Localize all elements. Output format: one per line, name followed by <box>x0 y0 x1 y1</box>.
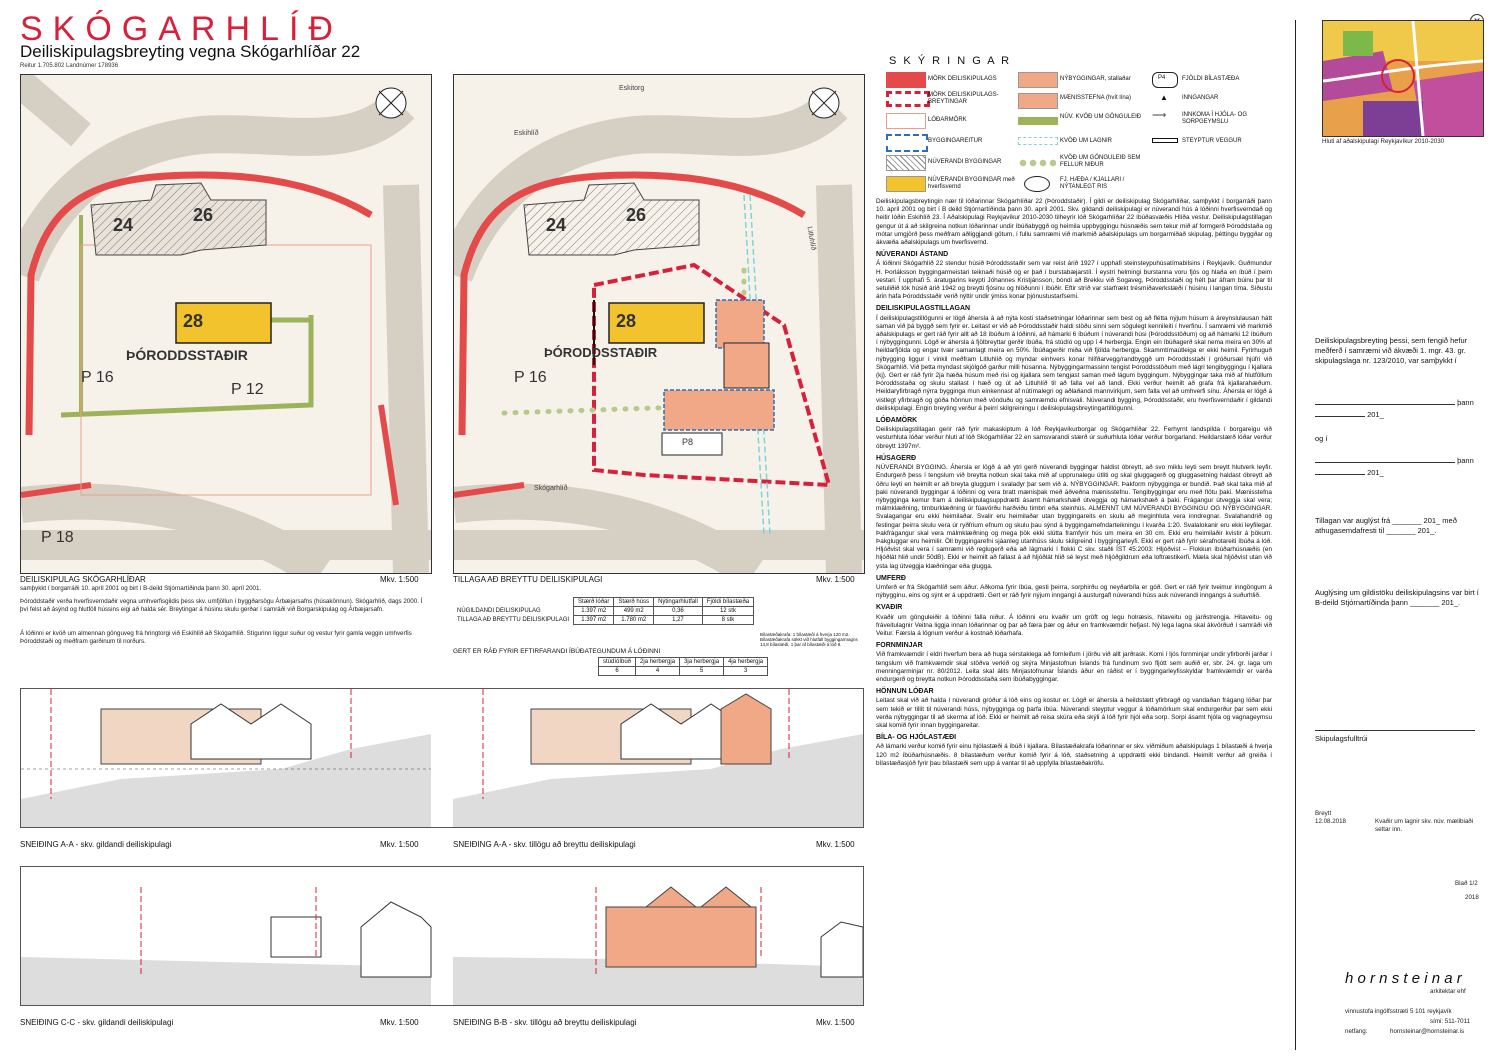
stats-cell: 8 stk <box>702 616 753 625</box>
context-map-caption: Hluti af aðalskipulagi Reykjavíkur 2010-2030 <box>1322 138 1445 145</box>
plan-current <box>20 74 432 574</box>
section-aa-current-scale: Mkv. 1:500 <box>380 840 419 849</box>
legend-item: NÚVERANDI BYGGINGAR með hverfisvernd <box>928 177 1015 190</box>
legend-swatch <box>1018 137 1058 145</box>
section-cc-bb <box>20 866 864 1006</box>
section-aa-drawings <box>21 689 863 827</box>
legend-swatch <box>886 91 930 107</box>
label-28: 28 <box>183 311 204 331</box>
rooms-header: 2ja herbergja <box>636 658 680 667</box>
plan-current-note2: Þóroddstaðir verða hverfisverndaðir vegna umhverfisgildis þess skv. umfjöllun í byggðarsögu Árbæjarsafns (húsakönnun). Skógarhlíð, dags 2000. Í því felst að ásýnd og hlutföll hússins eigi að halda sér. Breytingar á húsinu skulu gerðar í samráði við Borgarskipulag og Árbæjarsafn. <box>20 598 423 613</box>
plan-proposed <box>453 74 865 574</box>
desc-paragraph: Á lóðinni Skógarhlíð 22 stendur húsið Þóroddsstaðir sem var reist árið 1927 í upphafi steinsteypuhúsatímabilsins í Reykjavík. Guðmundur H. Þorláksson byggingarmeistari teiknaði húsið og er það í burstabæjarstíl. Í eystri helmingi burstanna voru fjós og hlaða en íbúð í þeim vestari. Í upphafi 5. áratugarins keypti Jóhannes Kristjánsson, bóndi að Brekku við Sogaveg, Þóroddsstaði og hélt þar áfram búinu þar til setuliðið tók húsið árið 1942 og breytti fjósinu og hlöðunni í íbúðir. Eftir stríð var starfrækt trésmíðaverkstæði í húsinu í langan tíma. Síðustu árin hafa Þóroddsstaðir verið nýttir undir ýmiss konar þjónustustarfsemi. <box>876 260 1272 301</box>
stats-header: Nýtingarhlutfall <box>654 598 703 607</box>
legend-swatch <box>1152 138 1178 143</box>
firm-email: hornsteinar@hornsteinar.is <box>1390 1028 1465 1035</box>
label-eskitorg: Eskitorg <box>619 85 645 92</box>
stats-header: Fjöldi bílastæða <box>702 598 753 607</box>
stats-cell: 1,27 <box>654 616 703 625</box>
year-label: 201_ <box>1367 410 1384 419</box>
section-cc-bb-drawings <box>21 867 863 1005</box>
desc-heading: FORNMINJAR <box>876 642 923 650</box>
plan-current-scale: Mkv. 1:500 <box>380 575 419 584</box>
officer-line <box>1315 730 1475 731</box>
desc-heading: BÍLA- OG HJÓLASTÆÐI <box>876 734 957 742</box>
desc-heading: DEILISKIPULAGSTILLAGAN <box>876 305 971 313</box>
legend <box>886 55 1276 195</box>
legend-item: NÚVERANDI BYGGINGAR <box>928 159 1002 165</box>
section-bb-scale: Mkv. 1:500 <box>816 1018 855 1027</box>
stats-cell: 499 m2 <box>614 607 654 616</box>
desc-paragraph: Við framkvæmdir í eldri hverfum bera að huga sérstaklega að fornleifum í jörðu við allt jarðrask. Komi í ljós fornminjar undir yfirborði jarðar í tengslum við framkvæmdir skal stöðva verkið og skýra Minjastofnun Íslands frá fundinum svo fljótt sem auðið er, sbr. 24. gr. laga um menningarminjar nr. 80/2012. Leita skal álits Minjastofnunar Íslands áður en ráðist er í byggingarleyfisskyldar framkvæmdir er varða endurgerð og breytta notkun Þóroddsstaða sem íbúðabyggingar. <box>876 651 1272 683</box>
legend-item: STEYPTUR VEGGUR <box>1182 138 1242 144</box>
legend-swatch <box>886 113 926 129</box>
approval-block <box>1315 336 1485 366</box>
rooms-cell: 6 <box>599 667 636 676</box>
arrow-right-icon: ⟶ <box>1152 110 1167 121</box>
stats-cell: 1.397 m2 <box>574 607 614 616</box>
stats-header: Stærð húss <box>614 598 654 607</box>
label-28-proposed: 28 <box>616 311 637 331</box>
section-aa-proposed-scale: Mkv. 1:500 <box>816 840 855 849</box>
section-cc-scale: Mkv. 1:500 <box>380 1018 419 1027</box>
legend-swatch <box>1018 72 1058 88</box>
label-p16: P 16 <box>81 369 114 386</box>
changed-text: Kvaðir um lagnir skv. núv. mælibiaði settar inn. <box>1375 818 1474 833</box>
desc-paragraph: Í deiliskipulagstillögunni er lögð áhersla á að nýta kosti staðsetningar lóðarinnar sem best og að flétta nýjum húsum á áreynslulausan hátt saman við þá byggð sem fyrir er. Leitast er við að Þóroddsstaðir haldi stöðu sinni sem sögulegt kennileiti í hverfinu. Í samræmi við markmið aðalskipulags er gert ráð fyrir allt að 18 íbúðum á lóðinni, að hámarki 6 íbúðum í núverandi húsi (Þóroddsstöðum) og að hámarki 12 íbúðum í nýbyggingunni. Lögð er áhersla á fjölbreyttar gerðir íbúða, frá stúdíó og upp í 4 herbergja. Engin ein íbúðagerð skal nema meira en 30% af heildarfjölda og engar tvær samanlagt meira en 50%. Íbúðagerðir miða við fjölda herbergja. Skammtímaútleiga er ekki heimil. Fyrirhuguð nýbygging liggur í vinkil meðfram Litluhlíð og myndar einhvers konar hlífðarvegg/randbyggð um Þóroddsstaði í gróðursæl hjúfri við Skógarhlíð. Við þetta myndast skjólgóð garður milli húsanna. Nýbyggingarmassinn tengist Þóroddsstöðum með lágri tengibyggingu í kjallara (kj). Gert er ráð fyrir 2ja hæða húsum með risi og kjallara sem tengjast saman með lágum byggingum. Nýbyggingar taka mið af hlutföllum Þóroddsstaða og skulu stallast í hæð og út að Litluhlíð til að falla vel að landi. Ekki verður heimilt að grafa frá kjallarahæðum. Heildaryfirbragð nýrra bygginga mun einkennast af nútímalegri og aðlaðandi mannvirkjum, sem falla vel að umhverfi sínu. Áhersla er lögð á vistlegt yfirbragð og góða hönnun með vönduðu og samræmdu efnisvali. Núverandi bygging, Þóroddsstaðir, eru hverfisverndaðir í gildandi deiliskipulagi. Engin breyting verður á þeirri skilgreiningu í deiliskipulagsbreytingartillögunni. <box>876 314 1272 412</box>
legend-item: MÖRK DEILISKIPULAGS-BREYTINGAR <box>928 92 999 105</box>
advert-text: Tillagan var auglýst frá _______ 201_ með athugasemdafresti til _______ 201_. <box>1315 516 1457 535</box>
label-p12: P 12 <box>231 381 264 398</box>
desc-intro: Deiliskipulagsbreytingin nær til lóðarinnar Skógarhlíðar 22 (Þóroddstaðir). Í gildi er deiliskipulag Skógarhlíðar, samþykkt í borgarráði þann 10. apríl 2001 og birt í B deild Stjórnartíðinda þann 30. apríl 2001. Skv. gildandi deiliskipulagi er núverandi hús á lóðinni hverfisverndað og heitir lóðin Eskihlíð 23. Í Aðalskipulagi Reykjavíkur 2010-2030 tilheyrir lóð Skógarhlíðar 22 íbúðasvæðis Hlíða vestur. Deiliskipulagstillagan gengur út á að skilgreina notkun lóðarinnar undir íbúðabyggð og heimila uppbyggingu húsnæðis sem tekur mið af formgerð Þóroddstaða og mótar umgjörð þess meðfram aðliggjandi götum, í fullu samræmi við markmið aðalskipulags um borgarmiðað skipulag, þéttingu byggðar og ákvæða aðalskipulags um hverfisvernd. <box>876 198 1272 247</box>
plan-proposed-drawing <box>454 75 864 573</box>
legend-item: INNGANGAR <box>1182 95 1219 101</box>
approval-line-1 <box>1315 398 1474 407</box>
desc-paragraph: Kvaðir um gönguleiðir á lóðinni falla niður. Á lóðinni eru kvaðir um gröft og legu holræsis, hitaveitu og jarðstrengja. Hitaveitu- og fráveitulagnir Veitna liggja innan lóðarinnar og þar að færa þær og áður en framkvæmdir hefjast. Ný lega lagna skal ákvörðuð í samráði við Veitur. Færsla á lögnum verður á kostnað lóðarhafa. <box>876 613 1272 637</box>
rooms-header: 4ja herbergja <box>724 658 768 667</box>
section-aa-current-caption: SNEIÐING A-A - skv. gildandi deiliskipulagi <box>20 840 172 849</box>
rooms-header: 3ja herbergja <box>680 658 724 667</box>
description <box>876 198 1272 770</box>
legend-item: MÖRK DEILISKIPULAGS <box>928 76 997 82</box>
firm-email-label: netfang: <box>1345 1028 1368 1035</box>
label-p16-proposed: P 16 <box>514 369 547 386</box>
legend-swatch <box>886 134 928 152</box>
desc-paragraph: NÚVERANDI BYGGING. Áhersla er lögð á að ytri gerð núverandi byggingar haldist óbreytt, að svo miklu leyti sem breytt hlutverk leyfir. Endurgerð þess í tengslum við breytta notkun skal taka mið af upprunalegu útliti og skal gluggagerð og gluggasetning haldast óbreytt að öðru leyti en heimilt er að breyta gluggum í svaladyr þar sem við á. NÝBYGGINGAR. Þakform nýbygginga er bundið. Það skal taka mið af þaki núverandi byggingar á lóðinni og vera bratt mænisþak með áðveðna mænisstefnu. Tengibyggingar eru með flötu þaki. Mænisstefna nýbygginga kemur fram á deiliskipulagsuppdrætti ásamt hámarkshæð útveggja og hámarkshæð á þaki. Frágangur útveggja skal vera; málmklæðning, timburklæðning úr fúavörðu harðviðu timbri eða steinhús. ALMENNT UM NÚVERANDI BYGGINGU OG NÝBYGGINGAR. Svalagangar eru ekki heimilaðar. Svalir eru heimilaðar utan byggingareits en skulu að meginhluta vera inndregnar. Svalahandrið og festingar þeirra skulu vera úr ryðfrium efnum og skulu þau sýnd á byggingarnefndarteikningu í kvarða 1:20. Svalalokanir eru ekki leyfilegar. Þakfrágangur skal vera málmklæðning og mega þök ekki slútta framfyrir hús um meira en 30 cm. Ekki eru heimilaðir kvistir á þökum. Þakgluggar eru heimilir. Öll byggingarefni sjáanleg utanhúss skulu skilgreind í byggingarleyfi. Ekki er gert ráð fyrir sérafnotareiti íbúða á lóð. Hljóðvist skal vera í samræmi við reglugerð eða að lágmarki í flokki C skv. staðli ÍST 45:2003: Hljóðvist – Flokkun íbúðarhúsnæðis (en hljóðlát hlið undir 50dB). Ekki er heimilt að fallast á að hljóðlát hlið sé leyst með hljóðgildrum eða loftræstikerfi. Mæla skal hljóðvist utan við ysta lag útveggja klæðningar eða glugga. <box>876 464 1272 570</box>
stats-cell: 12 stk <box>702 607 753 616</box>
plan-current-note1: samþykkt í borgarráði 10. apríl 2001 og birt í B-deild Stjórnartíðinda þann 30. apríl 2001. <box>20 585 262 592</box>
than-label: þann <box>1457 398 1474 407</box>
label-p18: P 18 <box>41 529 74 546</box>
section-bb-caption: SNEIÐING B-B - skv. tillögu að breyttu deiliskipulagi <box>453 1018 637 1027</box>
desc-paragraph: Deiliskipulagstillagan gerir ráð fyrir makaskiptum á lóð Reykjavíkurborgar og Skógarhlíðar 22. Ferhyrnt landspilda í borgareigu við vesturhluta lóðar verður hluti af lóð Skógarhlíðar 22 en samsvarandi stærð úr suðurhluta lóðar verður borgarland. Heildarstærð lóðar verður óbreytt 1397m². <box>876 426 1272 450</box>
officer-label: Skipulagsfulltrúi <box>1315 734 1368 743</box>
changed-date: 12.08.2018 <box>1315 818 1346 825</box>
rooms-cell: 5 <box>680 667 724 676</box>
legend-item: FJ. HÆÐA / KJALLARI / NÝTANLEGT RIS <box>1060 177 1125 190</box>
section-cc-caption: SNEIÐING C-C - skv. gildandi deiliskipulagi <box>20 1018 174 1027</box>
section-aa-proposed-caption: SNEIÐING A-A - skv. tillögu að breyttu deiliskipulagi <box>453 840 636 849</box>
approval-text: Deiliskipulagsbreyting þessi, sem fengið hefur meðferð í samræmi við ákvæði 1. mgr. 43. gr. skipulagslaga nr. 123/2010, var samþykkt í <box>1315 336 1468 365</box>
than-label: þann <box>1457 456 1474 465</box>
changed-label: Breytt <box>1315 810 1332 817</box>
firm-sub: arkitektar ehf <box>1430 988 1466 995</box>
sidebar-border <box>1295 20 1296 1050</box>
desc-heading: LÓÐAMÖRK <box>876 417 918 425</box>
legend-swatch <box>1018 117 1058 125</box>
desc-paragraph: Að lámarki verður komið fyrir einu hjólastæði á íbúð í kjallara. Bílastæðakrafa lóðarinnar er skv. viðmiðum aðalskipulags 1 bílastæði á hverja 120 m2 íbúðarhúsnæðis. 8 bílastæðum verður komið fyrir á lóð, staðsetning á uppdrætti ekki bindandi. Heimilt verður að greiða í bílastæðasjóð fyrir þau bílastæði sem upp á vantar til að uppfylla bílastæðakröfu. <box>876 743 1272 767</box>
label-thoroddsstadir-proposed: ÞÓRODDSSTAÐIR <box>544 345 658 360</box>
firm-address: vinnustofa ingólfsstræti 5 101 reykjavík <box>1345 1008 1452 1015</box>
legend-item: FJÖLDI BÍLASTÆÐA <box>1182 76 1240 82</box>
rooms-title: GERT ER RÁÐ FYRIR EFTIRFARANDI ÍBÚÐATEGUNDUM Á LÓÐINNI <box>453 648 661 655</box>
context-map-drawing <box>1323 21 1483 136</box>
legend-item: NÝBYGGINGAR, stallaðar <box>1060 76 1131 82</box>
label-24-proposed: 24 <box>546 215 567 235</box>
label-24: 24 <box>113 215 134 235</box>
rooms-cell: 4 <box>636 667 680 676</box>
publish-text: Auglýsing um gildistöku deiliskipulagsins var birt í B-deild Stjórnartíðinda þann _______ 201_. <box>1315 588 1479 607</box>
legend-swatch <box>1024 176 1050 192</box>
approval-line-2 <box>1315 456 1474 465</box>
page-title: SKÓGARHLÍÐ <box>20 10 343 48</box>
label-26: 26 <box>193 205 214 225</box>
plan-current-caption: DEILISKIPULAG SKÓGARHLÍÐAR <box>20 575 146 584</box>
firm-name: h o r n s t e i n a r <box>1345 970 1462 987</box>
desc-heading: KVAÐIR <box>876 604 903 612</box>
plan-current-drawing <box>21 75 431 573</box>
legend-item: LÓÐARMÖRK <box>928 117 967 123</box>
rooms-table <box>598 657 768 676</box>
legend-item: BYGGINGAREITUR <box>928 138 983 144</box>
legend-item: INNKOMA Í HJÓLA- OG SORPGEYMSLU <box>1182 112 1248 125</box>
approval-year-1 <box>1315 410 1384 419</box>
firm-phone: sími: 511-7011 <box>1430 1018 1471 1025</box>
legend-title: S K Ý R I N G A R <box>889 55 1012 67</box>
stats-row-label: NÚGILDANDI DEILISKIPULAG <box>457 608 541 614</box>
section-aa-current <box>20 688 864 828</box>
stats-row-label: TILLAGA AÐ BREYTTU DEILISKIPULAGI <box>457 617 570 623</box>
sheet-number: Blað 1/2 <box>1455 880 1478 887</box>
stats-footnote: Bílastæðakrafa: 1 bílastæði á hverja 120 m2. Bílastæðakrafa sökkt við hlutfall byggingarmagns 14,8 bílastæði, 1 þar af bílastæði á lóð 8. <box>760 632 858 647</box>
page-subtitle: Deiliskipulagsbreyting vegna Skógarhlíðar 22 <box>20 42 361 61</box>
label-eskihlid: Eskihlíð <box>514 130 539 137</box>
rooms-cell: 3 <box>724 667 768 676</box>
legend-item: KVÖÐ UM LAGNIR <box>1060 138 1113 144</box>
approval-year-2 <box>1315 468 1384 477</box>
stats-table <box>453 597 754 625</box>
context-map <box>1322 20 1484 137</box>
legend-item: NÚV. KVÖÐ UM GÖNGULEIÐ <box>1060 114 1142 120</box>
legend-swatch <box>886 72 926 88</box>
label-p8: P8 <box>682 437 694 447</box>
desc-heading: UMFERÐ <box>876 574 906 582</box>
desc-heading: NÚVERANDI ÁSTAND <box>876 251 949 259</box>
label-litluhlid: Litluhlíð <box>805 226 817 251</box>
legend-swatch <box>886 176 926 192</box>
reference-number: Reitur 1.705.802 Landnúmer 178936 <box>20 63 119 69</box>
og-i-label: og í <box>1315 434 1328 443</box>
desc-paragraph: Leitast skal við að halda í núverandi gróður á lóð eins og kostur er. Lögð er áhersla á heildstætt yfirbragð og vandaðan frágang lóðar þar sem tekið er tillit til núverandi húss, nýbygginga og þarfa íbúa. Núverandi steyptur veggur á lóðamörkum skal endurgerður þar sem ekki verða nýbyggingar til að skerma af lóð. Ekki er heimilt að reisa skúra eða skýli á lóð fyrir hjól eða sorp. Sorpi ásamt hjóla og vagnageymsu skal komið fyrir innan byggingareitar. <box>876 697 1272 729</box>
legend-swatch <box>1018 93 1058 109</box>
legend-item: MÆNISSTEFNA (hvít lína) <box>1060 95 1132 101</box>
label-26-proposed: 26 <box>626 205 647 225</box>
plan-proposed-caption: TILLAGA AÐ BREYTTU DEILISKIPULAGI <box>453 575 603 584</box>
legend-swatch <box>886 155 926 171</box>
plan-proposed-scale: Mkv. 1:500 <box>816 575 855 584</box>
desc-heading: HÚSAGERÐ <box>876 454 917 462</box>
label-skogarhlid: Skógarhlíð <box>534 485 568 492</box>
legend-p4-label: P4 <box>1158 75 1166 81</box>
year-label: 201_ <box>1367 468 1384 477</box>
plan-current-note3: Á lóðinni er kvöð um almennan gönguveg frá hringtorgi við Eskihlíð að Skógarhlíð. Stígurinn liggur suður og vestur fyrir gamla veggin umhverfis Þóroddstaði og meðfram garðinum til norðurs. <box>20 630 412 645</box>
rooms-header: stúdíóíbúð <box>599 658 636 667</box>
sheet-year: 2018 <box>1465 894 1479 901</box>
desc-heading: HÖNNUN LÓÐAR <box>876 688 934 696</box>
stats-cell: 0,36 <box>654 607 703 616</box>
label-thoroddsstadir: ÞÓRODDSSTAÐIR <box>126 347 248 363</box>
legend-swatch <box>1018 156 1056 170</box>
desc-paragraph: Umferð er frá Skógarhlíð sem áður. Aðkoma fyrir íbúa, gesti þeirra, sorphirðu og neyðarbíla er góð. Gert er ráð fyrir tveimur inngöngum á nýbygginu, eins og sýnt er á uppdrætti. Gert er ráð fyrir nýjum inngangi á austurgafl núverandi húss auk núverandi inngangs á suðurhlið. <box>876 583 1272 600</box>
stats-header: Stærð lóðar <box>574 598 614 607</box>
stats-cell: 1.780 m2 <box>614 616 654 625</box>
stats-cell: 1.397 m2 <box>574 616 614 625</box>
entrance-icon: ▲ <box>1160 93 1168 102</box>
legend-item: KVÖÐ UM GÖNGULEIÐ SEM FELLUR NIÐUR <box>1060 155 1141 168</box>
